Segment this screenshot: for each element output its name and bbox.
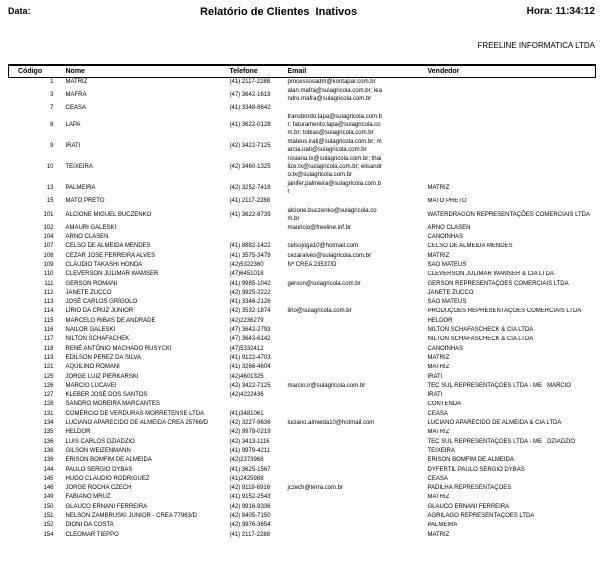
codigo-cell: 111 [44, 280, 54, 287]
telefone-cell: (47) 3643-6142 [229, 336, 271, 343]
vendedor-cell: GERSON REPRESENTAÇÕES COMERCIAIS LTDA [427, 280, 569, 287]
nome-cell: ARNO CLASEN [65, 234, 109, 241]
codigo-cell: 119 [43, 354, 54, 361]
table-row [9, 298, 596, 307]
vendedor-cell: DYFERTIL PAULO SÉRGIO DYBAS [427, 466, 525, 473]
codigo-cell: 7 [50, 105, 54, 112]
codigo-cell: 121 [43, 364, 54, 371]
telefone-cell: (41) 9985-1042 [229, 280, 271, 287]
codigo-cell: 8 [50, 122, 54, 129]
codigo-cell: 151 [43, 513, 54, 519]
email-cell [281, 354, 421, 363]
codigo-cell: 128 [43, 401, 54, 408]
vendedor-cell: SAO MATEUS [427, 299, 467, 306]
vendedor-cell [421, 114, 596, 139]
nome-cell: GLAUCO ERNANI FERREIRA [65, 503, 148, 510]
email-cell [281, 298, 421, 307]
table-row [9, 475, 596, 484]
vendedor-cell: PALMEIRA [427, 522, 458, 529]
table-row [9, 484, 596, 493]
vendedor-cell: CEASA [427, 475, 448, 482]
table-row [9, 139, 596, 156]
nome-cell: SANDRO MOREIRA MARCANTES [65, 401, 160, 408]
email-cell [281, 494, 421, 503]
codigo-cell: 112 [43, 289, 54, 296]
vendedor-cell: NILTON SCHAFASCHECK & CIA LTDA [427, 327, 534, 334]
vendedor-cell: WATERDRAGON REPRESENTAÇÕES COMERCIAIS LTDA [427, 211, 590, 218]
telefone-cell: (42)4601325 [229, 373, 264, 380]
codigo-cell: 1 [50, 78, 54, 85]
vendedor-cell: IRATI [427, 392, 443, 399]
codigo-cell: 113 [43, 299, 54, 306]
email-cell [281, 522, 421, 531]
table-row [9, 317, 596, 326]
email-cell [281, 317, 421, 326]
email-cell [281, 345, 421, 354]
email-cell: Nº CREA 23537/D [287, 261, 337, 268]
nome-cell: MATRIZ [65, 78, 88, 85]
table-body [9, 78, 596, 541]
telefone-cell: (41) 2117-2288 [229, 531, 271, 538]
codigo-cell: 109 [43, 261, 54, 268]
email-cell [281, 271, 421, 280]
telefone-cell [222, 224, 281, 233]
table-row [9, 354, 596, 363]
email-cell [281, 364, 421, 373]
vendedor-cell: NILTON SCHAFASCHECK & CIA LTDA [427, 336, 534, 343]
codigo-cell: 144 [43, 466, 54, 473]
codigo-cell: 13 [46, 185, 54, 192]
codigo-cell: 107 [43, 243, 54, 250]
vendedor-cell: MATRIZ [427, 364, 450, 371]
vendedor-cell: PRODUÇÕES REPRESENTAÇÕES COMERCIAIS LTDA [427, 308, 582, 315]
email-cell [281, 233, 421, 242]
table-row [9, 466, 596, 475]
telefone-cell: (42) 8405-7150 [229, 513, 271, 519]
email-cell [281, 336, 421, 345]
vendedor-cell: TEIXEIRA [427, 447, 455, 454]
inactive-clients-table [8, 64, 596, 540]
telefone-cell: (42) 9916-9336 [229, 503, 271, 510]
vendedor-cell [421, 87, 596, 104]
vendedor-cell: CANOINHAS [427, 234, 464, 241]
telefone-cell: (41) 2117-2288 [229, 78, 271, 85]
telefone-cell: (41) 3266-4604 [229, 364, 271, 371]
vendedor-cell: LUCIANO APARECIDO DE ALMEIDA & CIA LTDA [427, 420, 562, 427]
nome-cell: TEIXEIRA [65, 164, 93, 171]
email-cell: mateus.irati@sulagricola.com.br; marcia.irati@sulagricola.com.br [287, 139, 382, 154]
telefone-cell: (47) 3642-2793 [229, 327, 271, 334]
table-row [9, 78, 596, 88]
email-cell [281, 475, 421, 484]
telefone-cell: (42) 9976-3654 [229, 522, 271, 529]
vendedor-cell: SAO MATEUS [427, 261, 467, 268]
email-cell: jczech@terra.com.br [287, 485, 343, 492]
table-row [9, 233, 596, 242]
table-row [9, 336, 596, 345]
codigo-cell: 154 [43, 531, 54, 538]
table-row [9, 531, 596, 540]
email-cell: processosadm@kontapar.com.br [287, 78, 376, 85]
nome-cell: HUGO CLAUDIO RODRIGUEZ [65, 475, 150, 482]
nome-cell: NAILOR GALESKI [65, 327, 116, 334]
email-cell [281, 289, 421, 298]
email-cell [281, 326, 421, 335]
email-cell [281, 456, 421, 465]
nome-cell: MATO PRETO [65, 198, 105, 205]
nome-cell: CELSO DE ALMEIDA MENDES [65, 243, 151, 250]
codigo-cell: 146 [43, 485, 54, 492]
telefone-cell: (41) 8882-1422 [229, 243, 271, 250]
nome-cell: NELSON ZAMBRUSKI JUNIOR - CREA 77963/D [65, 513, 197, 519]
nome-cell: JORGE ROCHA CZECH [65, 485, 132, 492]
company-name: FREELINE INFORMATICA LTDA [477, 41, 595, 50]
email-cell [281, 391, 421, 400]
table-row [9, 345, 596, 354]
telefone-cell: (47) 3642-1618 [229, 91, 271, 98]
telefone-cell: (42) 9925-2222 [229, 289, 271, 296]
table-row [9, 114, 596, 139]
email-cell [281, 198, 421, 207]
telefone-cell [222, 401, 281, 410]
codigo-cell: 10 [46, 164, 54, 171]
codigo-cell: 125 [43, 373, 54, 380]
table-row [9, 447, 596, 456]
telefone-cell: (42) 3422-7125 [229, 143, 271, 150]
telefone-cell: (47)5332412 [229, 345, 264, 352]
codigo-cell: 145 [43, 475, 54, 482]
nome-cell: LUIS CARLOS DZIADZIO [65, 438, 135, 445]
nome-cell: JOSÉ CARLOS GRÍGOLO [65, 299, 138, 306]
table-row [9, 382, 596, 391]
telefone-cell: (42) 9119-6916 [229, 485, 271, 492]
telefone-cell: (41) 3622-0128 [229, 122, 271, 129]
telefone-cell: (42) 9978-0219 [229, 429, 271, 436]
email-cell: luciano.almeida10@hotmail.com [287, 420, 375, 427]
table-row [9, 271, 596, 280]
nome-cell: GERSON ROMANI [65, 280, 118, 287]
nome-cell: KLEBER JOSÉ DOS SANTOS [65, 392, 148, 399]
telefone-cell: (41) 9152-2543 [229, 494, 271, 501]
codigo-cell: 138 [43, 447, 54, 454]
nome-cell: AMAURI GALESKI [65, 224, 117, 231]
table-row [9, 326, 596, 335]
email-cell [281, 512, 421, 521]
telefone-cell: (42) 3227-9636 [229, 420, 271, 427]
nome-cell: ALCIONE MIGUEL BUCZENKO [65, 211, 152, 218]
table-row [9, 156, 596, 181]
table-row [9, 104, 596, 113]
email-cell: transbordo.lapa@sulagricola.com.br; faturamento.lapa@sulagricola.com.br; tobias@sulagricola.com.br [287, 114, 382, 137]
codigo-cell: 9 [50, 143, 54, 150]
email-cell [281, 438, 421, 447]
table-row [9, 181, 596, 198]
nome-cell: PAULO SERGIO DYBAS [65, 466, 133, 473]
codigo-cell: 117 [43, 336, 54, 343]
telefone-cell: (41)2425988 [229, 475, 264, 482]
email-cell: celsojoga10@hotmail.com [287, 243, 358, 250]
table-row [9, 391, 596, 400]
codigo-cell: 131 [43, 410, 54, 417]
telefone-cell: (41) 3625-1567 [229, 466, 271, 473]
nome-cell: COMÉRCIO DE VERDURAS MORRETENSE LTDA [65, 410, 205, 417]
vendedor-cell: MATRIZ [427, 429, 450, 436]
vendedor-cell: PADILHA REPRESENTAÇÕES [427, 485, 512, 492]
codigo-cell: 15 [46, 198, 54, 205]
nome-cell: MAFRA [65, 91, 87, 98]
codigo-cell: 115 [43, 317, 54, 324]
table-row [9, 401, 596, 410]
nome-cell: CEASA [65, 105, 86, 112]
telefone-cell: (42) 3252-7418 [229, 185, 271, 192]
nome-cell: CLEVERSON JULIMAR WAMSER [65, 271, 159, 278]
column-header-email: Email [281, 65, 421, 78]
telefone-cell: (41) 3622-8739 [229, 211, 271, 218]
telefone-cell: (41) 9122-4703 [229, 354, 271, 361]
email-cell: mauricio@freeline.inf.br [287, 224, 351, 231]
nome-cell: NILTON SCHAFACHEK [65, 336, 130, 343]
email-cell [281, 503, 421, 512]
telefone-cell: (42) 3413-1116 [229, 438, 270, 445]
table-row [9, 456, 596, 465]
nome-cell: CLÁUDIO TAKASHI HONDA [65, 261, 143, 268]
table-row [9, 429, 596, 438]
telefone-cell: (41) 9979-4211 [229, 447, 271, 454]
vendedor-cell [421, 139, 596, 156]
nome-cell: JORGE LUIZ PIERKARSKI [65, 373, 139, 380]
vendedor-cell: MATRIZ [427, 354, 450, 361]
email-cell: lirio@sulagricola.com.br [287, 308, 352, 315]
report-header [0, 0, 603, 18]
telefone-cell: (41) 3346-2126 [229, 299, 271, 306]
telefone-cell: (42)2236279 [229, 317, 264, 324]
email-cell: cezaralves@sulagricola.com.br [287, 252, 371, 259]
telefone-cell: (42) 3422-7125 [229, 382, 271, 389]
vendedor-cell: MATRIZ [427, 185, 450, 192]
nome-cell: MARCIO LUCAVEI [65, 382, 117, 389]
codigo-cell: 152 [43, 522, 54, 529]
vendedor-cell: CANOINHAS [427, 345, 464, 352]
nome-cell: EDILSON PEREZ DA SILVA [65, 354, 141, 361]
nome-cell: PALMEIRA [65, 185, 96, 192]
table-row [9, 373, 596, 382]
codigo-cell: 104 [43, 234, 54, 241]
codigo-cell: 127 [43, 392, 54, 399]
vendedor-cell: ERISON BOMFIM DE ALMEIDA [427, 457, 514, 464]
telefone-cell: (41)3481061 [229, 410, 264, 417]
table-row [9, 512, 596, 521]
vendedor-cell: CELSO DE ALMEIDA MENDES [427, 243, 513, 250]
codigo-cell: 116 [43, 327, 54, 334]
codigo-cell: 114 [43, 308, 54, 315]
vendedor-cell: TEC SUL REPRESENTAÇÕES LTDA - ME MARCIO [427, 382, 572, 389]
nome-cell: AQUILINO ROMANI [65, 364, 120, 371]
telefone-cell: (42)4222436 [229, 392, 264, 399]
vendedor-cell [421, 104, 596, 113]
column-header-codigo: Código [9, 65, 59, 78]
telefone-cell: (41) 3575-3479 [229, 252, 271, 259]
email-cell: janifer.palmeira@sulagricola.com.br [287, 181, 381, 196]
table-row [9, 87, 596, 104]
column-header-vendedor: Vendedor [421, 65, 596, 78]
table-row [9, 522, 596, 531]
vendedor-cell: HELDOR [427, 317, 453, 324]
vendedor-cell: ARNO CLASEN [427, 224, 471, 231]
codigo-cell: 134 [43, 420, 54, 427]
table-row [9, 207, 596, 224]
nome-cell: GILSON WEIZENMANN [65, 447, 131, 454]
nome-cell: ERISON BOMFIM DE ALMEIDA [65, 457, 152, 464]
codigo-cell: 118 [43, 345, 54, 352]
nome-cell: LAPA [65, 122, 81, 129]
vendedor-cell: MATO PRETO [427, 198, 467, 205]
email-cell [281, 429, 421, 438]
codigo-cell: 110 [43, 271, 54, 278]
vendedor-cell: TEC SUL REPRESENTAÇÕES LTDA - ME DZIADZIO [427, 438, 576, 445]
vendedor-cell: JANETE ZUCCO [427, 289, 474, 296]
vendedor-cell [421, 156, 596, 181]
email-cell [281, 466, 421, 475]
nome-cell: CLEOMAR TIEPPO [65, 531, 119, 538]
vendedor-cell: MATRIZ [427, 252, 450, 259]
nome-cell: IRATI [65, 143, 81, 150]
table-row [9, 410, 596, 419]
telefone-cell: (47)6451018 [229, 271, 264, 278]
vendedor-cell: MATRIZ [427, 494, 450, 501]
email-cell [281, 531, 421, 540]
table-row [9, 419, 596, 428]
nome-cell: JANETE ZUCCO [65, 289, 112, 296]
email-cell [281, 447, 421, 456]
nome-cell: DIONI DA COSTA [65, 522, 114, 529]
table-row [9, 289, 596, 298]
codigo-cell: 150 [43, 503, 54, 510]
email-cell: rosiana.tx@sulagricola.com.br; thailize.tx@sulagricola.com.br; elisandro.tx@sulagricola.com.br [287, 156, 382, 179]
table-row [9, 198, 596, 207]
date-label: Data: [8, 6, 31, 16]
email-cell [281, 410, 421, 419]
codigo-cell: 139 [43, 457, 54, 464]
nome-cell: MARCELO RIBAS DE ANDRADE [65, 317, 156, 324]
codigo-cell: 102 [43, 224, 54, 231]
column-header-nome: Nome [59, 65, 222, 78]
telefone-cell: (42)2373968 [229, 457, 264, 464]
telefone-cell [222, 233, 281, 242]
codigo-cell: 3 [50, 91, 54, 98]
codigo-cell: 135 [43, 429, 54, 436]
vendedor-cell: CONTENDA [427, 401, 462, 408]
table-row [9, 364, 596, 373]
vendedor-cell: AGRILAGO REPRESENTAÇÕES LTDA [427, 513, 535, 519]
table-row [9, 503, 596, 512]
vendedor-cell [421, 78, 596, 88]
email-cell: alan.mafra@sulagricola.com.br; leandro.mafra@sulagricola.com.br [287, 88, 382, 102]
codigo-cell: 126 [43, 382, 54, 389]
table-row [9, 224, 596, 233]
table-row [9, 243, 596, 252]
table-row [9, 438, 596, 447]
vendedor-cell: CLEVERSON JULIMAR WAMSER & CIA LTDA [427, 271, 554, 278]
telefone-cell: (41) 3348-8642 [229, 105, 271, 112]
telefone-cell: (42) 3532-1874 [229, 308, 271, 315]
nome-cell: FABIANO MRUZ [65, 494, 111, 501]
table-row [9, 252, 596, 261]
table-header-row [9, 65, 596, 78]
codigo-cell: 108 [43, 252, 54, 259]
email-cell: alcione.buczenko@sulagricola.com.br [287, 207, 377, 222]
table-row [9, 494, 596, 503]
nome-cell: LUCIANO APARECIDO DE ALMEIDA CREA 25766/D [65, 420, 209, 427]
page-title: Relatório de Clientes Inativos [200, 6, 358, 18]
nome-cell: LÍRIO DA CRUZ JUNIOR [65, 308, 134, 315]
table-row [9, 261, 596, 270]
table-row [9, 308, 596, 317]
nome-cell: RENÉ ANTÔNIO MACHADO RUSYCKI [65, 345, 172, 352]
email-cell [281, 104, 421, 113]
codigo-cell: 149 [43, 494, 54, 501]
codigo-cell: 136 [43, 438, 54, 445]
codigo-cell: 101 [43, 211, 54, 218]
telefone-cell: (42)5322360 [229, 261, 264, 268]
column-header-telefone: Telefone [222, 65, 281, 78]
nome-cell: HELDOR [65, 429, 91, 436]
email-cell: gerson@sulagricola.com.br [287, 280, 361, 287]
time-label: Hora: 11:34:12 [526, 6, 595, 17]
email-cell [281, 401, 421, 410]
telefone-cell: (42) 3460-1325 [229, 164, 271, 171]
telefone-cell: (41) 2117-2288 [229, 198, 271, 205]
email-cell: marcio.ir@sulagricola.com.br [287, 382, 366, 389]
vendedor-cell: CEASA [427, 410, 448, 417]
email-cell [281, 373, 421, 382]
vendedor-cell: IRATI [427, 373, 443, 380]
nome-cell: CEZAR JOSE FERREIRA ALVES [65, 252, 156, 259]
vendedor-cell: MATRIZ [427, 531, 450, 538]
vendedor-cell: GLAUCO ERNANI FERREIRA [427, 503, 510, 510]
table-row [9, 280, 596, 289]
